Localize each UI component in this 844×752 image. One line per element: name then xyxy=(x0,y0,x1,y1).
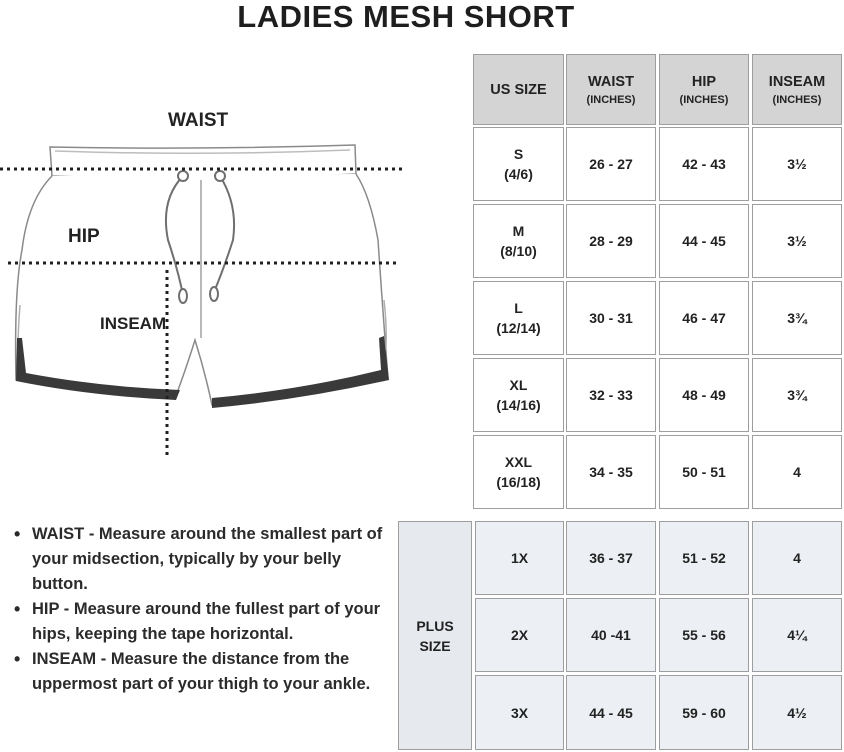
note-hip: • HIP - Measure around the fullest part of your hips, keeping the tape horizontal. xyxy=(14,597,384,647)
waist-cell: 44 - 45 xyxy=(566,675,656,750)
plus-label-line: PLUS xyxy=(416,617,454,634)
size-cell xyxy=(473,281,564,355)
hip-cell: 55 - 56 xyxy=(659,598,749,672)
note-inseam: • INSEAM - Measure the distance from the uppermost part of your thigh to your ankle. xyxy=(14,647,384,697)
inseam-cell: 3½ xyxy=(752,204,842,278)
header-label: WAIST xyxy=(588,73,634,90)
header-label: US SIZE xyxy=(490,81,547,98)
plus-label-line: SIZE xyxy=(419,637,451,654)
hip-cell: 50 - 51 xyxy=(659,435,749,509)
header-waist xyxy=(566,54,656,125)
size-name: L xyxy=(514,300,523,316)
page-title: LADIES MESH SHORT xyxy=(237,0,575,34)
shorts-illustration xyxy=(0,100,420,470)
inseam-cell: 4¼ xyxy=(752,598,842,672)
size-cell xyxy=(473,435,564,509)
plus-size-label xyxy=(398,521,472,750)
size-range: (4/6) xyxy=(504,166,533,182)
size-cell: 3X xyxy=(475,675,564,750)
header-us-size xyxy=(473,54,564,125)
size-range: (16/18) xyxy=(496,474,541,490)
header-hip xyxy=(659,54,749,125)
measuring-notes xyxy=(14,522,384,697)
size-cell xyxy=(473,204,564,278)
size-name: XXL xyxy=(504,454,533,470)
inseam-cell: 4 xyxy=(752,435,842,509)
waist-cell: 30 - 31 xyxy=(566,281,656,355)
hip-cell: 59 - 60 xyxy=(659,675,749,750)
inseam-cell: 3¾ xyxy=(752,358,842,432)
size-range: (12/14) xyxy=(496,320,541,336)
size-cell xyxy=(473,358,564,432)
note-waist: • WAIST - Measure around the smallest part of your midsection, typically by your belly button. xyxy=(14,522,384,597)
header-unit: (INCHES) xyxy=(586,93,636,106)
inseam-cell: 4 xyxy=(752,521,842,595)
waist-cell: 26 - 27 xyxy=(566,127,656,201)
header-unit: (INCHES) xyxy=(772,93,822,106)
hip-cell: 44 - 45 xyxy=(659,204,749,278)
hip-label: HIP xyxy=(68,226,100,247)
hip-cell: 51 - 52 xyxy=(659,521,749,595)
header-label: HIP xyxy=(691,73,717,90)
waist-cell: 34 - 35 xyxy=(566,435,656,509)
header-inseam xyxy=(752,54,842,125)
size-cell: 1X xyxy=(475,521,564,595)
size-cell xyxy=(473,127,564,201)
inseam-cell: 3¾ xyxy=(752,281,842,355)
waist-cell: 40 -41 xyxy=(566,598,656,672)
size-range: (8/10) xyxy=(500,243,537,259)
hip-cell: 46 - 47 xyxy=(659,281,749,355)
size-range: (14/16) xyxy=(496,397,541,413)
size-name: M xyxy=(512,223,525,239)
header-unit: (INCHES) xyxy=(679,93,729,106)
waist-cell: 36 - 37 xyxy=(566,521,656,595)
waist-cell: 32 - 33 xyxy=(566,358,656,432)
waist-cell: 28 - 29 xyxy=(566,204,656,278)
header-label: INSEAM xyxy=(768,73,826,90)
inseam-label: INSEAM xyxy=(100,314,167,333)
size-name: S xyxy=(513,146,524,162)
inseam-cell: 4½ xyxy=(752,675,842,750)
waist-label: WAIST xyxy=(168,110,229,131)
inseam-cell: 3½ xyxy=(752,127,842,201)
size-cell: 2X xyxy=(475,598,564,672)
hip-cell: 48 - 49 xyxy=(659,358,749,432)
hip-cell: 42 - 43 xyxy=(659,127,749,201)
size-name: XL xyxy=(509,377,528,393)
